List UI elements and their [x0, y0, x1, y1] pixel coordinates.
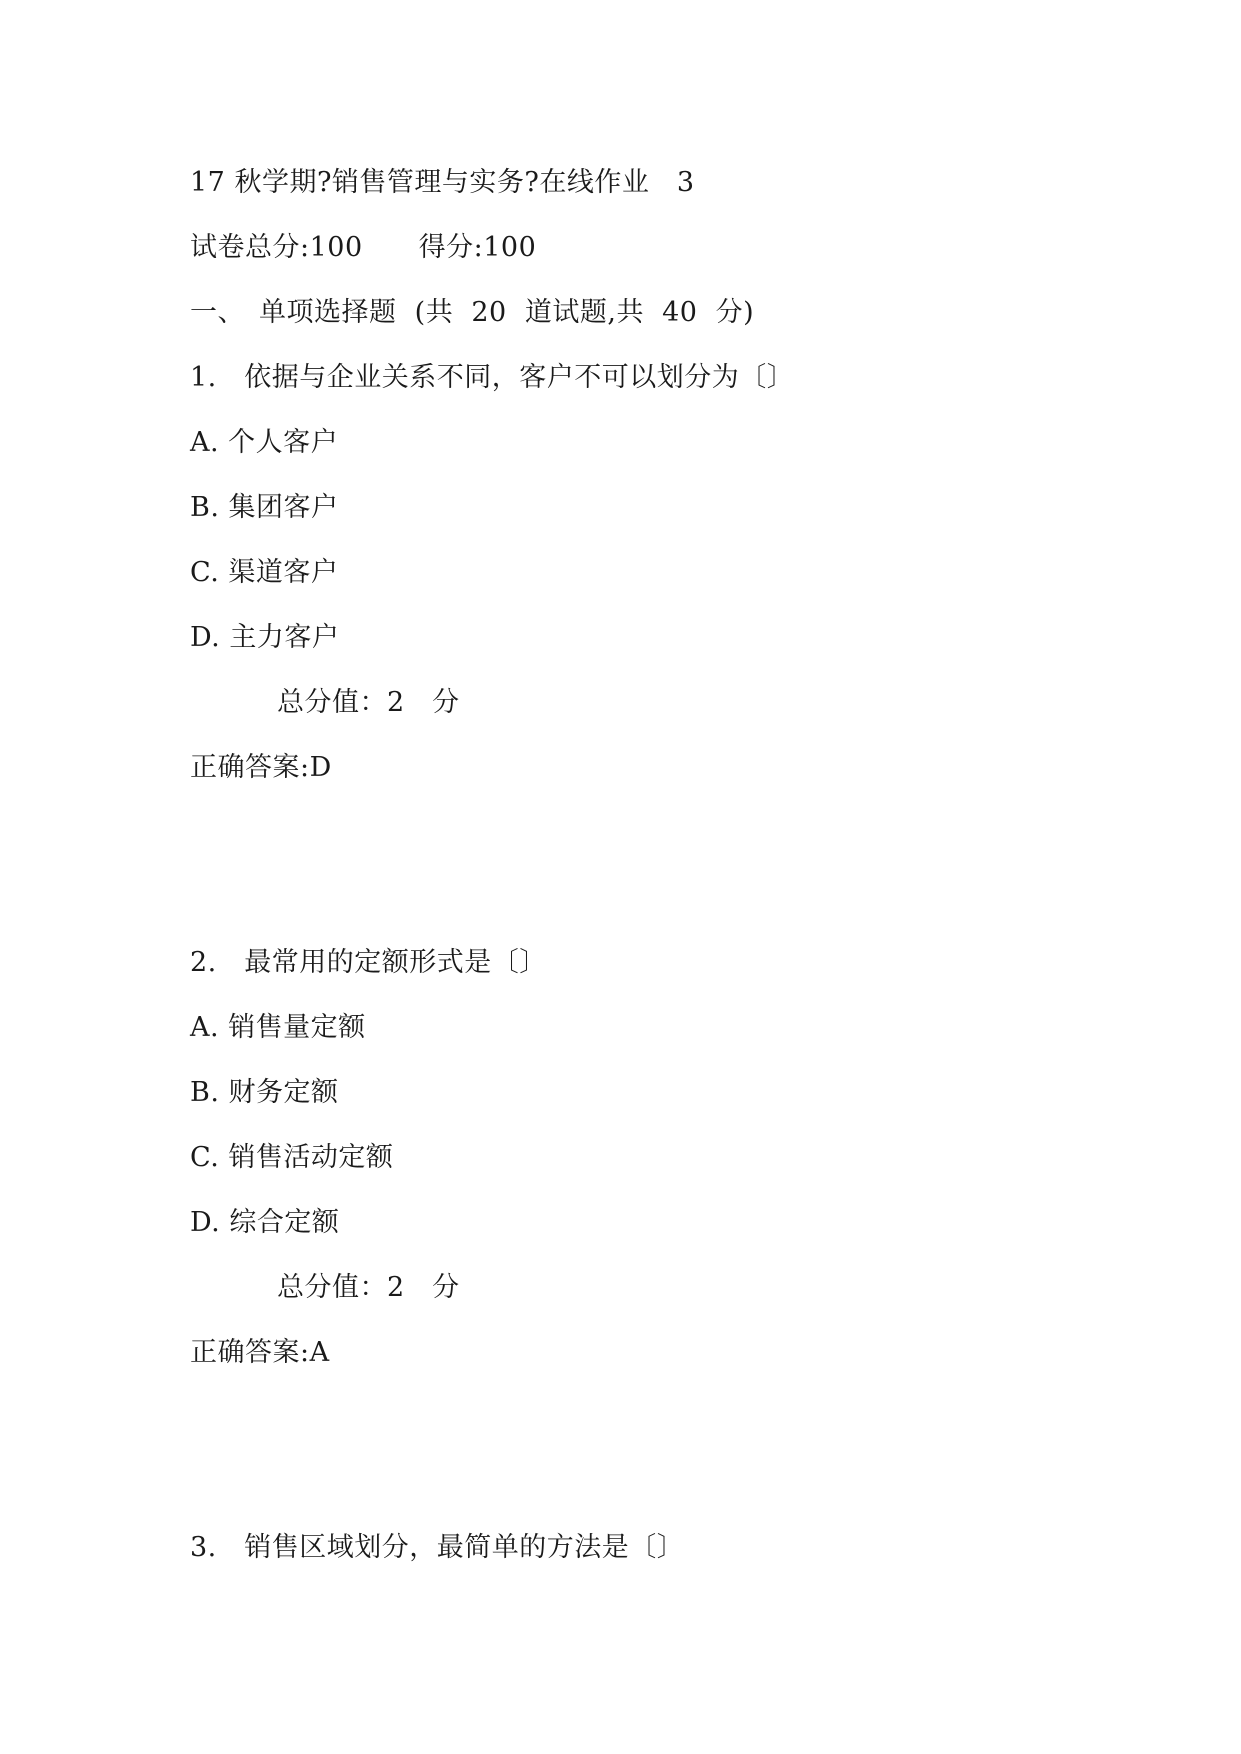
question-stem: 2. 最常用的定额形式是〔〕: [190, 947, 547, 978]
option-a: A. 个人客户: [190, 427, 339, 458]
document-title: 17 秋学期?销售管理与实务?在线作业 3: [190, 167, 695, 198]
section-heading: 一、 单项选择题 (共 20 道试题,共 40 分): [190, 297, 755, 328]
option-d: D. 主力客户: [190, 622, 340, 653]
correct-answer: 正确答案:D: [190, 752, 332, 783]
option-a: A. 销售量定额: [190, 1012, 366, 1043]
option-b: B. 集团客户: [190, 492, 339, 523]
correct-answer: 正确答案:A: [190, 1337, 330, 1368]
option-c: C. 销售活动定额: [190, 1142, 394, 1173]
question-stem: 3. 销售区域划分，最简单的方法是〔〕: [190, 1532, 685, 1563]
option-d: D. 综合定额: [190, 1207, 340, 1238]
option-b: B. 财务定额: [190, 1077, 339, 1108]
question-points: 总分值：2 分: [277, 1272, 460, 1303]
score-summary: [190, 230, 536, 266]
total-score: 试卷总分:100: [190, 232, 363, 263]
question-stem: 1. 依据与企业关系不同，客户不可以划分为〔〕: [190, 362, 795, 393]
option-c: C. 渠道客户: [190, 557, 339, 588]
obtained-score: 得分:100: [418, 232, 537, 263]
question-points: 总分值：2 分: [277, 687, 460, 718]
